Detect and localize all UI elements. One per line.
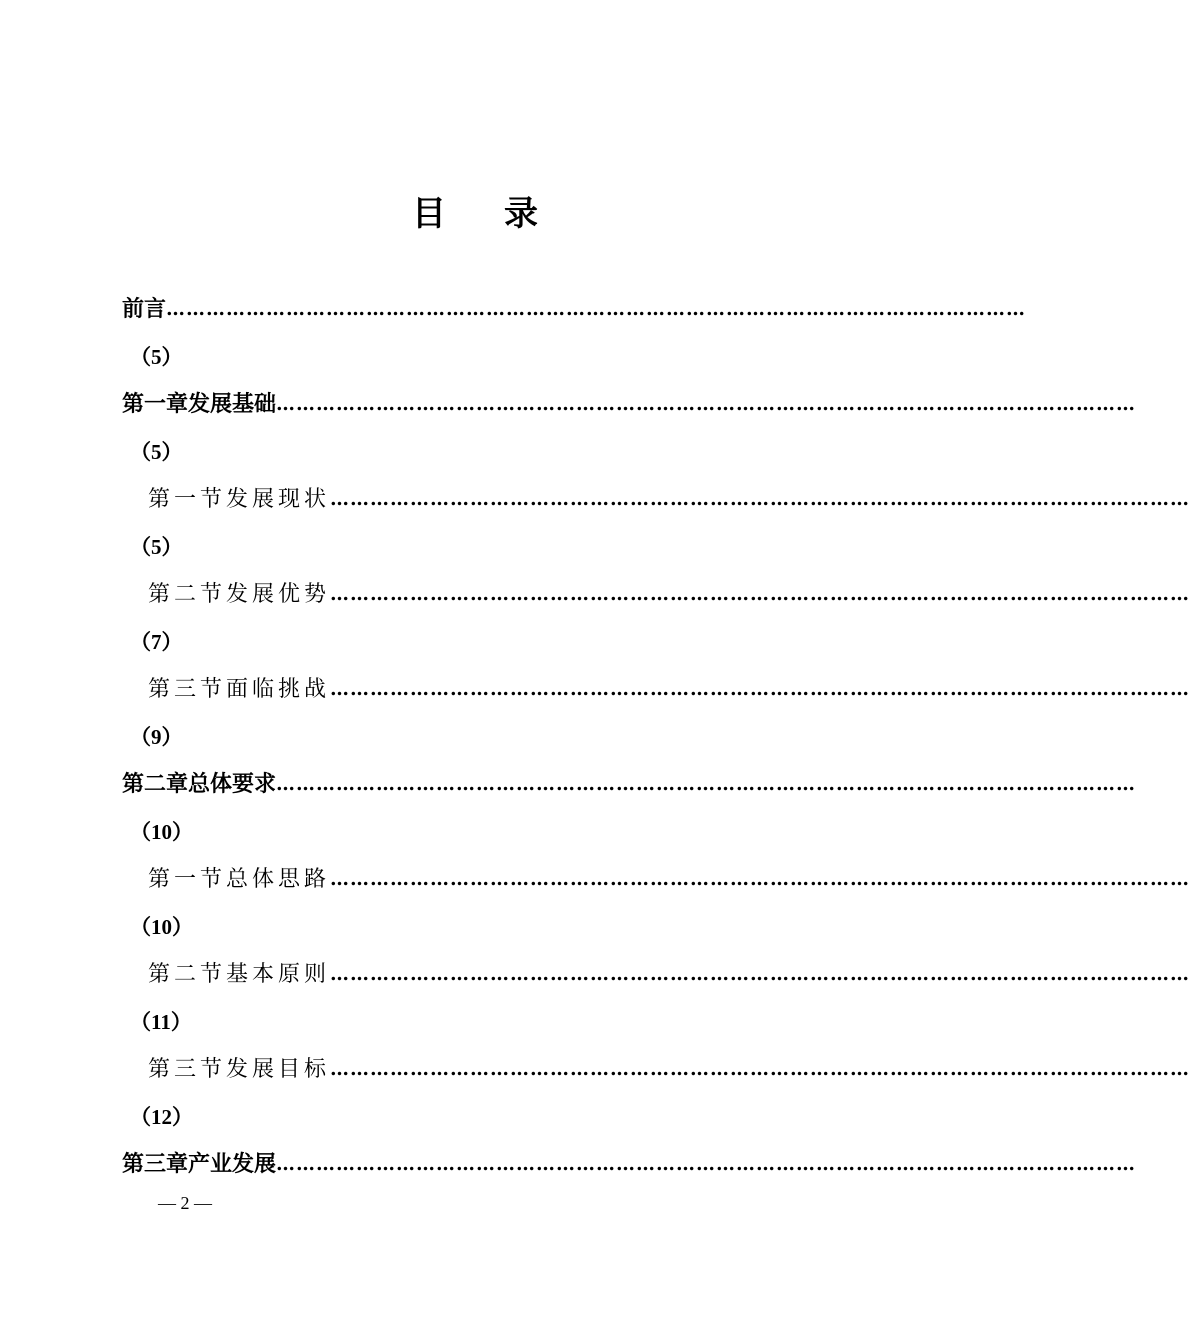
page-number: （11）: [130, 1009, 192, 1034]
page-number: （5）: [130, 344, 183, 369]
toc-entry-section-2-3[interactable]: [122, 1046, 1190, 1094]
toc-page-ref: [122, 334, 828, 382]
toc-page-ref: [122, 524, 828, 572]
toc-entry-number: 第三节: [148, 676, 227, 702]
toc-entry-title: 总体要求: [188, 771, 277, 797]
toc-entry-title: 言: [144, 296, 167, 322]
toc-entry-chapter-2[interactable]: [122, 761, 1137, 809]
toc-entry-number: 第二章: [122, 771, 189, 797]
toc-entry-number: 第一节: [148, 866, 227, 892]
toc-page-ref: [122, 1094, 828, 1142]
toc-entry-number: 第三节: [148, 1056, 227, 1082]
toc-entry-section-2-1[interactable]: [122, 856, 1190, 904]
page-number: （5）: [130, 439, 183, 464]
toc-entry-number: 第二节: [148, 581, 227, 607]
toc-entry-number: 第三章: [122, 1151, 189, 1177]
toc-entry-section-1-2[interactable]: [122, 571, 1190, 619]
toc-page-ref: [122, 904, 828, 952]
page-number: （10）: [130, 819, 193, 844]
dot-leader: …………………………………………………………………………………………………………………: [330, 583, 1190, 606]
toc-entry-title: 发展基础: [188, 391, 277, 417]
dot-leader: …………………………………………………………………………………………………………………: [330, 1058, 1190, 1081]
toc-entry-title: 发展目标: [226, 1056, 331, 1082]
page-number: （9）: [130, 724, 183, 749]
title-char-2: 录: [504, 194, 538, 234]
toc-entry-title: 面临挑战: [226, 676, 331, 702]
dot-leader: …………………………………………………………………………………………………………………: [330, 678, 1190, 701]
dot-leader: …………………………………………………………………………………………………………………: [276, 773, 1137, 796]
toc-entry-number: 第一章: [122, 391, 189, 417]
table-of-contents: [122, 286, 1190, 1189]
toc-entry-number: 第一节: [148, 486, 227, 512]
toc-entry-section-1-3[interactable]: [122, 666, 1190, 714]
dot-leader: …………………………………………………………………………………………………………………: [166, 298, 1027, 321]
page-number: （10）: [130, 914, 193, 939]
dot-leader: …………………………………………………………………………………………………………………: [330, 868, 1190, 891]
dot-leader: …………………………………………………………………………………………………………………: [276, 393, 1137, 416]
page-title: [0, 186, 950, 235]
dot-leader: …………………………………………………………………………………………………………………: [276, 1153, 1137, 1176]
dot-leader: …………………………………………………………………………………………………………………: [330, 963, 1190, 986]
toc-entry-section-1-1[interactable]: [122, 476, 1190, 524]
toc-entry-title: 发展优势: [226, 581, 331, 607]
toc-entry-number: 前: [122, 296, 145, 322]
toc-page-ref: [122, 429, 828, 477]
toc-entry-title: 产业发展: [188, 1151, 277, 1177]
toc-entry-chapter-1[interactable]: [122, 381, 1137, 429]
toc-entry-preface[interactable]: [122, 286, 1027, 334]
toc-entry-title: 总体思路: [226, 866, 331, 892]
page-number: （5）: [130, 534, 183, 559]
page-footer-number: — 2 —: [158, 1193, 212, 1213]
toc-entry-title: 发展现状: [226, 486, 331, 512]
title-char-1: 目: [412, 194, 446, 234]
toc-page-ref: [122, 714, 828, 762]
dot-leader: …………………………………………………………………………………………………………………: [330, 488, 1190, 511]
toc-entry-chapter-3[interactable]: [122, 1141, 1137, 1189]
toc-page-ref: [122, 999, 828, 1047]
toc-entry-section-2-2[interactable]: [122, 951, 1190, 999]
toc-entry-number: 第二节: [148, 961, 227, 987]
toc-entry-title: 基本原则: [226, 961, 331, 987]
toc-page-ref: [122, 809, 828, 857]
toc-page-ref: [122, 619, 828, 667]
page-number: （12）: [130, 1104, 193, 1129]
page-number: （7）: [130, 629, 183, 654]
